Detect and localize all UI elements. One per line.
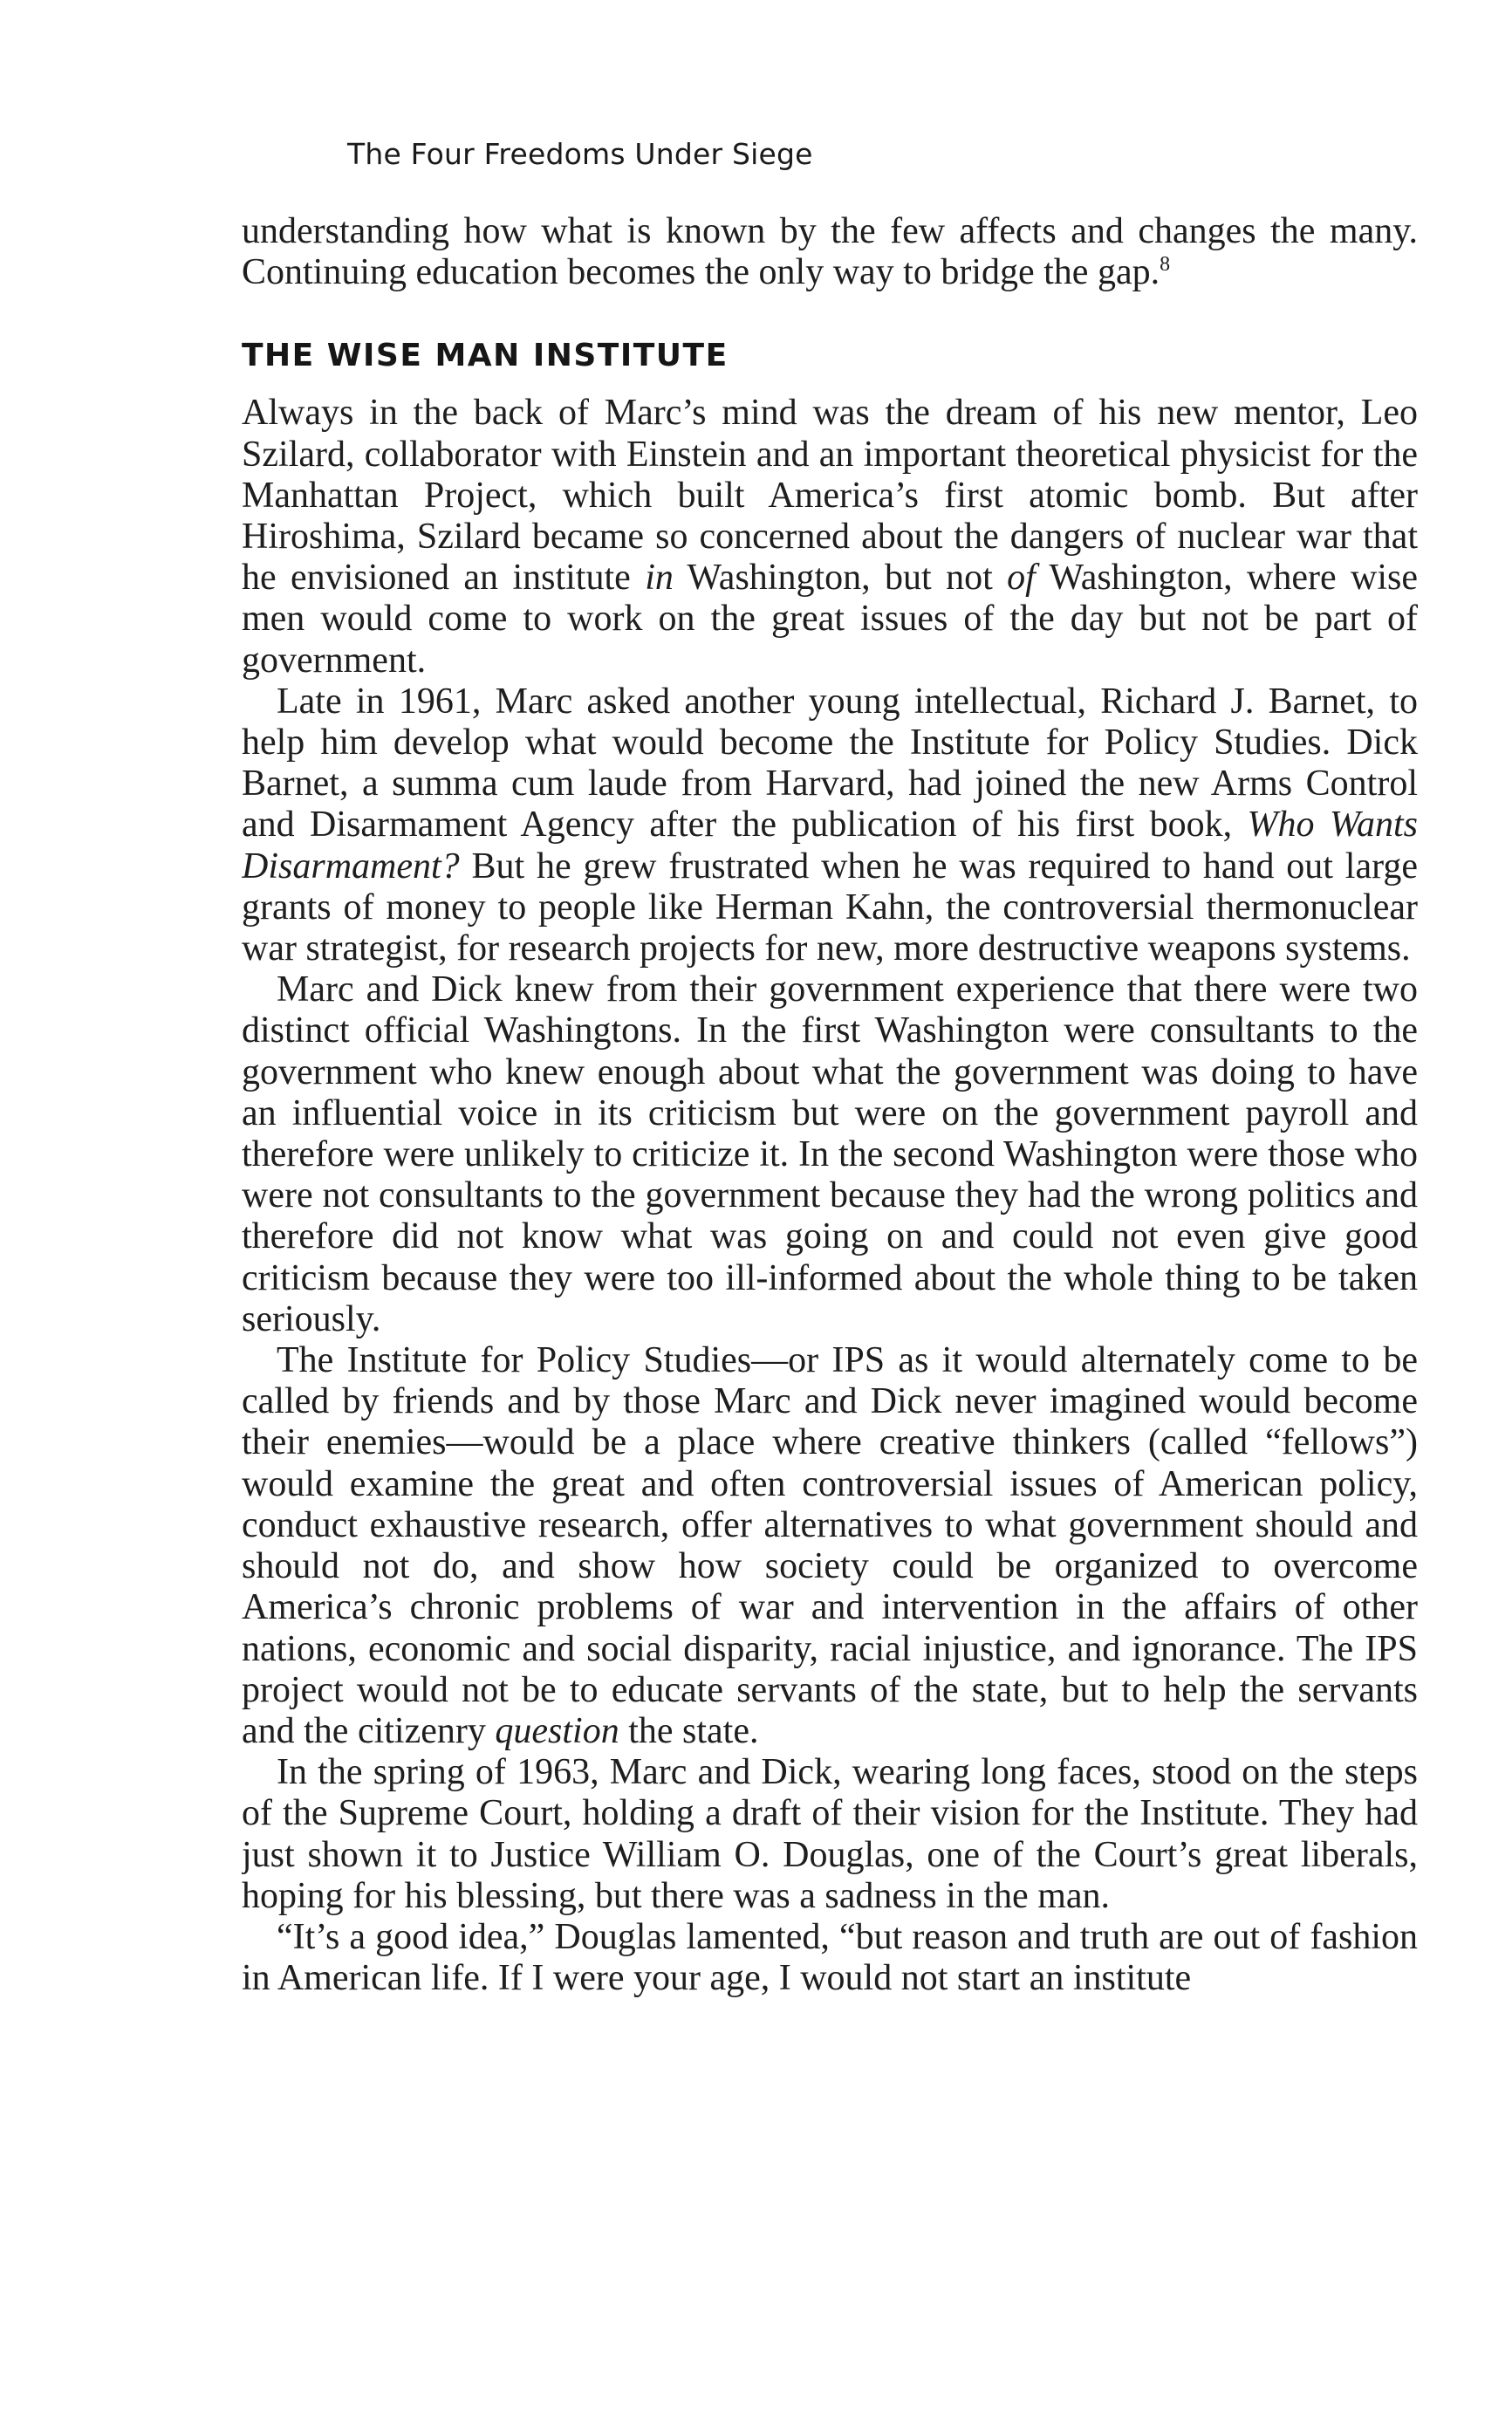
section-heading: THE WISE MAN INSTITUTE xyxy=(242,338,729,374)
paragraph-4-text-a: The Institute for Policy Studies—or IPS as it would alternately come to be called by friends and by those Marc and Dick never imagined would become their enemies—would be a place where creative thinkers (called “fellows”) would examine the great and often controversial issues of American policy, conduct exhaustive research, offer alternatives to what government should and should not do, and show how society could be organized to overcome America’s chronic problems of war and intervention in the affairs of other nations, economic and social disparity, racial injustice, and ignorance. The IPS project would not be to educate servants of the state, but to help the servants and the citizenry xyxy=(242,1340,1418,1751)
paragraph-4-emphasis-question: question xyxy=(495,1710,619,1751)
paragraph-6 xyxy=(242,1917,1418,1999)
body-text xyxy=(242,211,1418,2340)
paragraph-4 xyxy=(242,1340,1418,1752)
paragraph-4-text-b: the state. xyxy=(619,1710,759,1751)
running-head: The Four Freedoms Under Siege xyxy=(347,137,813,171)
book-title: Who Wants Disarmament? xyxy=(242,804,1418,887)
footnote-marker: 8 xyxy=(1160,253,1171,277)
paragraph-1-emphasis-in: in xyxy=(645,558,674,599)
paragraph-2 xyxy=(242,681,1418,969)
paragraph-1-text-c: Washington, where wise men would come to work on the great issues of the day but not be part of government. xyxy=(242,558,1418,681)
paragraph-1-text-a: Always in the back of Marc’s mind was the dream of his new mentor, Leo Szilard, collaborator with Einstein and an important theoretical physicist for the Manhattan Project, which built America’s first atomic bomb. But after Hiroshima, Szilard became so concerned about the dangers of nuclear war that he envisioned an institute xyxy=(242,393,1418,599)
paragraph-1-text-b: Washington, but not xyxy=(673,558,1008,599)
paragraph-3 xyxy=(242,969,1418,1340)
paragraph-6-text: “It’s a good idea,” Douglas lamented, “but reason and truth are out of fashion in American life. If I were your age, I would not start an institute xyxy=(242,1916,1418,1999)
paragraph-5 xyxy=(242,1752,1418,1917)
paragraph-3-text: Marc and Dick knew from their government experience that there were two distinct official Washingtons. In the first Washington were consultants to the government who knew enough about what the government was doing to have an influential voice in its criticism but were on the government payroll and therefore were unlikely to criticize it. In the second Washington were those who were not consultants to the government because they had the wrong politics and therefore did not know what was going on and could not even give good criticism because they were too ill-informed about the whole thing to be taken seriously. xyxy=(242,969,1418,1339)
opening-text: understanding how what is known by the few affects and changes the many. Continuing education becomes the only way to bridge the gap. xyxy=(242,211,1418,293)
paragraph-2-text-b: But he grew frustrated when he was required to hand out large grants of money to people like Herman Kahn, the controversial thermonuclear war strategist, for research projects for new, more destructive weapons systems. xyxy=(242,846,1418,969)
paragraph-5-text: In the spring of 1963, Marc and Dick, wearing long faces, stood on the steps of the Supreme Court, holding a draft of their vision for the Institute. They had just shown it to Justice William O. Douglas, one of the Court’s great liberals, hoping for his blessing, but there was a sadness in the man. xyxy=(242,1752,1418,1916)
opening-paragraph xyxy=(242,211,1418,293)
paragraph-1-emphasis-of: of xyxy=(1007,558,1036,599)
paragraph-1 xyxy=(242,393,1418,681)
paragraph-2-text-a: Late in 1961, Marc asked another young intellectual, Richard J. Barnet, to help him develop what would become the Institute for Policy Studies. Dick Barnet, a summa cum laude from Harvard, had joined the new Arms Control and Disarmament Agency after the publication of his first book, xyxy=(242,681,1418,846)
